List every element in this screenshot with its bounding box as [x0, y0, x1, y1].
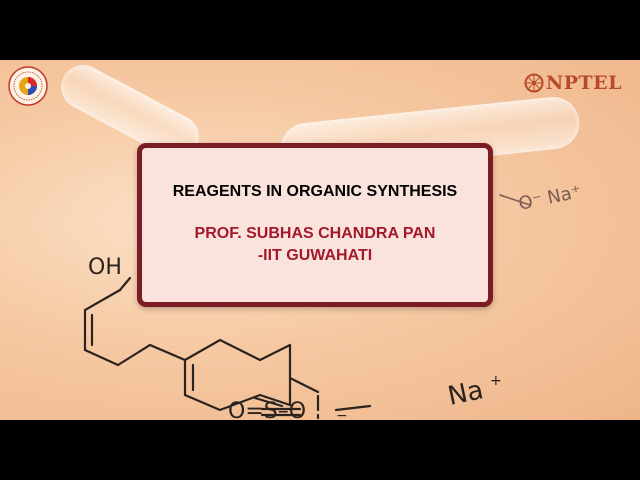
- nptel-wheel-icon: [524, 73, 544, 93]
- sodium-label: Na: [445, 375, 487, 412]
- institute-seal-icon: [8, 66, 48, 106]
- oh-label: OH: [88, 255, 122, 280]
- course-title: REAGENTS IN ORGANIC SYNTHESIS: [172, 183, 458, 200]
- title-card: [137, 143, 493, 307]
- sulfonate-label: O=S–O: [228, 399, 307, 420]
- charge-plus-label: +: [490, 373, 502, 389]
- lecture-title-slide: [0, 60, 640, 420]
- charge-minus-label: −: [336, 408, 348, 420]
- background-sodium-label: O⁻ Na⁺: [516, 181, 584, 215]
- professor-name: PROF. SUBHAS CHANDRA PAN: [194, 225, 436, 242]
- nptel-logo-text: NPTEL: [545, 72, 622, 94]
- nptel-logo: [524, 72, 622, 94]
- institute-name: -IIT GUWAHATI: [257, 247, 373, 264]
